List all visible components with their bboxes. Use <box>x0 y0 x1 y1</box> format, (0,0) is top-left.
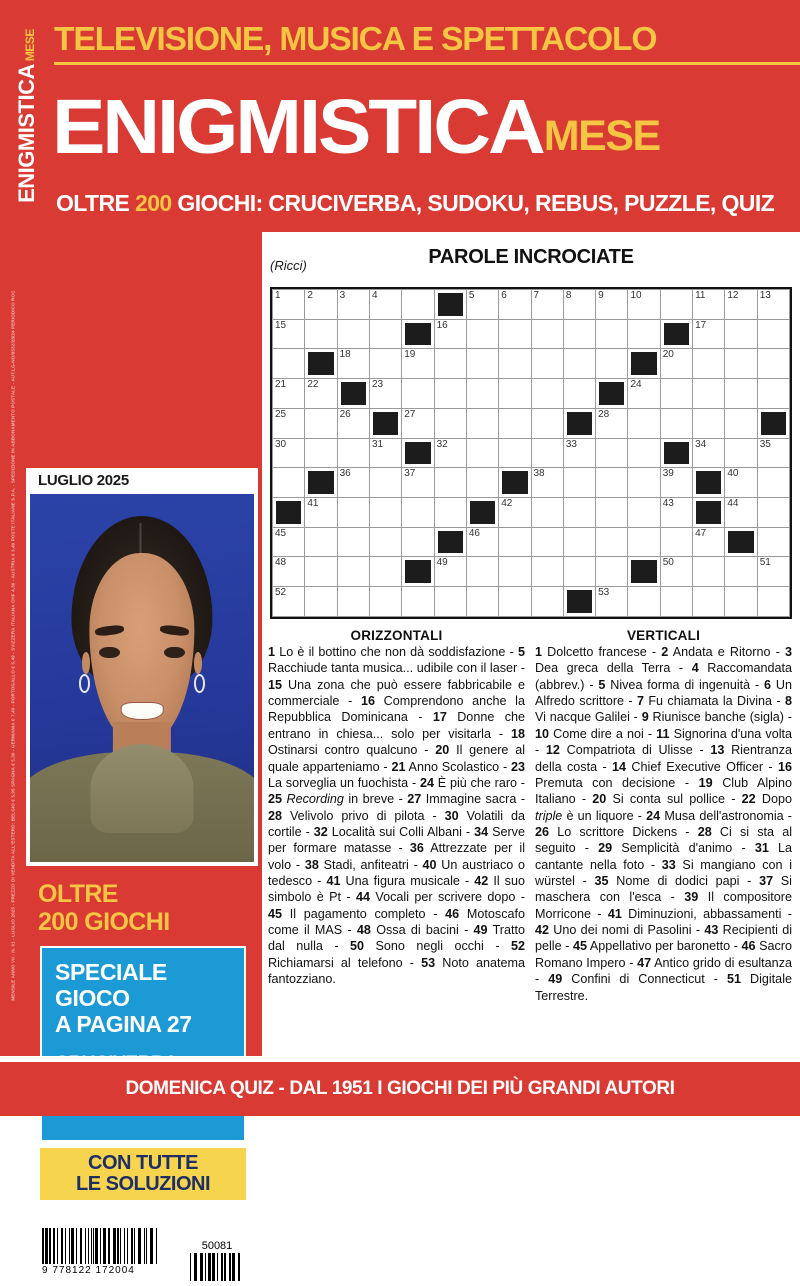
barcode-addon-number: 50081 <box>201 1240 233 1252</box>
crossword-cell[interactable] <box>660 379 692 409</box>
crossword-cell-number: 16 <box>436 319 448 331</box>
barcode-addon-bars <box>190 1253 244 1281</box>
crossword-cell[interactable] <box>369 319 401 349</box>
crossword-cell[interactable] <box>337 290 369 320</box>
special-line1: SPECIALE <box>55 959 167 985</box>
crossword-cell[interactable] <box>337 498 369 528</box>
crossword-cell-number: 15 <box>275 319 287 331</box>
crossword-cell[interactable] <box>628 379 660 409</box>
crossword-cell-number: 37 <box>404 468 416 480</box>
solutions-line2: LE SOLUZIONI <box>76 1173 210 1195</box>
crossword-cell[interactable] <box>660 408 692 438</box>
crossword-cell-number: 46 <box>468 527 480 539</box>
crossword-cell[interactable] <box>563 468 595 498</box>
crossword-block[interactable] <box>660 438 692 468</box>
photo-earring-right <box>194 674 205 692</box>
crossword-cell[interactable] <box>466 349 498 379</box>
crossword-cell[interactable] <box>499 379 531 409</box>
solutions-line1: CON TUTTE <box>88 1151 198 1174</box>
crossword-cell[interactable] <box>660 587 692 617</box>
crossword-cell[interactable] <box>273 557 305 587</box>
crossword-cell[interactable] <box>531 379 563 409</box>
crossword-cell[interactable] <box>693 557 725 587</box>
clues-section <box>262 628 800 1048</box>
title-main: ENIGMISTICA <box>52 84 543 170</box>
crossword-cell[interactable] <box>499 557 531 587</box>
crossword-cell[interactable] <box>305 498 337 528</box>
crossword-cell[interactable] <box>531 468 563 498</box>
crossword-row <box>273 290 790 320</box>
crossword-cell[interactable] <box>305 438 337 468</box>
down-heading: VERTICALI <box>626 628 701 643</box>
crossword-cell-number: 43 <box>662 498 674 510</box>
crossword-cell-number: 12 <box>727 290 739 301</box>
barcode-addon-group <box>190 1228 244 1284</box>
crossword-block[interactable] <box>563 408 595 438</box>
barcode-digits: 9 778122 172004 <box>42 1265 135 1276</box>
crossword-cell[interactable] <box>596 557 628 587</box>
crossword-cell-number: 8 <box>565 290 572 301</box>
crossword-cell[interactable] <box>337 349 369 379</box>
crossword-block[interactable] <box>660 319 692 349</box>
crossword-cell[interactable] <box>531 408 563 438</box>
crossword-cell-number: 19 <box>404 349 416 361</box>
crossword-cell[interactable] <box>369 557 401 587</box>
crossword-cell[interactable] <box>434 557 466 587</box>
crossword-block[interactable] <box>402 319 434 349</box>
crossword-cell[interactable] <box>337 319 369 349</box>
strap-prefix: OLTRE <box>56 190 136 216</box>
crossword-cell[interactable] <box>660 349 692 379</box>
crossword-cell-number: 50 <box>662 557 674 569</box>
crossword-cell[interactable] <box>531 557 563 587</box>
crossword-cell[interactable] <box>466 379 498 409</box>
crossword-cell[interactable] <box>531 438 563 468</box>
crossword-block[interactable] <box>305 468 337 498</box>
crossword-cell-number: 33 <box>565 438 577 450</box>
crossword-cell[interactable] <box>660 557 692 587</box>
crossword-cell[interactable] <box>434 349 466 379</box>
crossword-cell[interactable] <box>596 498 628 528</box>
crossword-cell[interactable] <box>434 587 466 617</box>
barcode-bars <box>42 1228 184 1264</box>
crossword-cell[interactable] <box>434 438 466 468</box>
crossword-cell[interactable] <box>563 349 595 379</box>
issue-date: LUGLIO 2025 <box>26 468 258 494</box>
crossword-block[interactable] <box>466 498 498 528</box>
strap-suffix: GIOCHI: CRUCIVERBA, SUDOKU, REBUS, PUZZLE, QUIZ <box>171 190 775 216</box>
crossword-cell[interactable] <box>757 527 789 557</box>
barcode-main <box>42 1228 184 1284</box>
crossword-cell[interactable] <box>531 349 563 379</box>
crossword-cell[interactable] <box>563 527 595 557</box>
games-count-line1: OLTRE <box>38 880 118 908</box>
crossword-cell[interactable] <box>434 408 466 438</box>
crossword-cell[interactable] <box>434 468 466 498</box>
crossword-cell[interactable] <box>466 438 498 468</box>
left-panel <box>0 232 262 1276</box>
crossword-cell[interactable] <box>466 319 498 349</box>
across-clues-column <box>268 628 525 1048</box>
crossword-cell[interactable] <box>402 498 434 528</box>
cover-title <box>52 84 792 170</box>
crossword-cell[interactable] <box>499 527 531 557</box>
crossword-cell[interactable] <box>693 408 725 438</box>
crossword-cell[interactable] <box>402 290 434 320</box>
crossword-block[interactable] <box>596 379 628 409</box>
crossword-cell[interactable] <box>757 379 789 409</box>
crossword-row <box>273 527 790 557</box>
crossword-cell[interactable] <box>337 527 369 557</box>
crossword-cell[interactable] <box>305 557 337 587</box>
puzzle-author: (Ricci) <box>270 258 307 273</box>
crossword-cell[interactable] <box>369 290 401 320</box>
cover-strapline <box>56 190 796 217</box>
crossword-cell[interactable] <box>596 290 628 320</box>
crossword-cell-number: 9 <box>598 290 604 301</box>
crossword-cell[interactable] <box>273 408 305 438</box>
crossword-cell[interactable] <box>725 319 757 349</box>
crossword-cell[interactable] <box>693 319 725 349</box>
crossword-cell-number: 36 <box>339 468 351 480</box>
crossword-cell[interactable] <box>499 587 531 617</box>
price-label: 1,90 € - P.I. 20/06/2025 <box>92 1208 192 1219</box>
crossword-block[interactable] <box>499 468 531 498</box>
crossword-cell[interactable] <box>337 438 369 468</box>
crossword-row <box>273 557 790 587</box>
crossword-cell-number: 20 <box>662 349 674 361</box>
crossword-cell[interactable] <box>757 349 789 379</box>
crossword-cell[interactable] <box>369 468 401 498</box>
crossword-cell[interactable] <box>757 557 789 587</box>
crossword-cell-number: 2 <box>307 290 313 301</box>
crossword-cell[interactable] <box>563 290 595 320</box>
spine-logo <box>6 0 48 232</box>
crossword-cell[interactable] <box>757 498 789 528</box>
crossword-cell[interactable] <box>402 349 434 379</box>
crossword-grid[interactable] <box>270 287 792 619</box>
crossword-cell[interactable] <box>757 438 789 468</box>
footer-banner <box>0 1062 800 1116</box>
crossword-cell[interactable] <box>596 349 628 379</box>
crossword-cell[interactable] <box>563 379 595 409</box>
crossword-block[interactable] <box>693 498 725 528</box>
crossword-cell[interactable] <box>628 290 660 320</box>
photo-ear-right <box>194 652 203 674</box>
crossword-cell[interactable] <box>499 438 531 468</box>
crossword-block[interactable] <box>693 468 725 498</box>
photo-eye-right <box>164 647 184 659</box>
crossword-cell[interactable] <box>628 527 660 557</box>
crossword-cell[interactable] <box>596 319 628 349</box>
crossword-cell-number: 23 <box>371 379 384 391</box>
crossword-cell[interactable] <box>273 468 305 498</box>
crossword-cell-number: 5 <box>468 290 475 301</box>
crossword-cell[interactable] <box>628 468 660 498</box>
legal-fine-print <box>3 240 23 1050</box>
crossword-row <box>273 587 790 617</box>
crossword-block[interactable] <box>725 527 757 557</box>
crossword-table[interactable] <box>272 289 790 617</box>
crossword-cell-number: 13 <box>759 290 771 301</box>
crossword-cell[interactable] <box>725 349 757 379</box>
crossword-cell-number: 25 <box>275 408 287 420</box>
crossword-cell-number: 22 <box>307 379 319 391</box>
crossword-cell-number: 24 <box>630 379 642 391</box>
special-line3: A PAGINA 27 <box>55 1010 192 1037</box>
crossword-cell[interactable] <box>466 527 498 557</box>
crossword-cell[interactable] <box>660 468 692 498</box>
crossword-cell[interactable] <box>725 557 757 587</box>
crossword-cell[interactable] <box>596 527 628 557</box>
crossword-row <box>273 408 790 438</box>
crossword-cell[interactable] <box>499 498 531 528</box>
crossword-cell[interactable] <box>466 557 498 587</box>
crossword-cell-number: 4 <box>371 290 378 301</box>
across-heading: ORIZZONTALI <box>350 628 443 643</box>
games-count-blurb <box>26 880 258 936</box>
crossword-cell-number: 35 <box>759 438 771 450</box>
crossword-cell[interactable] <box>273 438 305 468</box>
crossword-cell[interactable] <box>757 587 789 617</box>
crossword-cell[interactable] <box>725 379 757 409</box>
crossword-cell-number: 18 <box>339 349 351 361</box>
crossword-cell[interactable] <box>402 527 434 557</box>
crossword-cell[interactable] <box>337 557 369 587</box>
crossword-cell[interactable] <box>725 498 757 528</box>
crossword-cell[interactable] <box>531 498 563 528</box>
crossword-cell-number: 48 <box>275 557 287 569</box>
crossword-cell[interactable] <box>531 290 563 320</box>
spine-brand: ENIGMISTICA <box>14 64 39 203</box>
crossword-cell[interactable] <box>693 587 725 617</box>
crossword-cell[interactable] <box>369 379 401 409</box>
photo-eye-left <box>99 647 119 659</box>
crossword-cell-number: 41 <box>307 498 319 510</box>
crossword-cell[interactable] <box>725 468 757 498</box>
crossword-cell-number: 32 <box>436 438 448 450</box>
crossword-cell-number: 53 <box>598 587 610 599</box>
games-count-line2: 200 GIOCHI <box>38 908 170 936</box>
crossword-cell[interactable] <box>402 408 434 438</box>
crossword-cell[interactable] <box>466 587 498 617</box>
crossword-cell-number: 30 <box>275 438 287 450</box>
crossword-cell[interactable] <box>596 587 628 617</box>
solutions-badge <box>40 1148 246 1200</box>
crossword-cell[interactable] <box>725 438 757 468</box>
crossword-cell[interactable] <box>757 319 789 349</box>
crossword-cell-number: 40 <box>727 468 739 480</box>
crossword-cell[interactable] <box>693 349 725 379</box>
crossword-cell[interactable] <box>305 408 337 438</box>
crossword-row <box>273 379 790 409</box>
crossword-block[interactable] <box>402 557 434 587</box>
crossword-cell[interactable] <box>337 408 369 438</box>
crossword-cell[interactable] <box>531 527 563 557</box>
crossword-cell[interactable] <box>273 527 305 557</box>
crossword-cell[interactable] <box>402 468 434 498</box>
barcode <box>36 1224 250 1286</box>
crossword-cell[interactable] <box>434 498 466 528</box>
crossword-block[interactable] <box>305 349 337 379</box>
crossword-cell[interactable] <box>660 527 692 557</box>
crossword-cell[interactable] <box>499 408 531 438</box>
crossword-cell-number: 49 <box>436 557 448 569</box>
crossword-row <box>273 319 790 349</box>
crossword-cell[interactable] <box>369 438 401 468</box>
crossword-cell-number: 31 <box>371 438 384 450</box>
crossword-cell[interactable] <box>757 468 789 498</box>
crossword-cell-number: 1 <box>275 290 281 301</box>
crossword-cell[interactable] <box>596 438 628 468</box>
crossword-block[interactable] <box>402 438 434 468</box>
crossword-block[interactable] <box>434 290 466 320</box>
crossword-cell-number: 27 <box>404 408 416 420</box>
crossword-cell[interactable] <box>693 290 725 320</box>
legal-fine-print-text: MENSILE ANNO VII - N. 61 - LUGLIO 2025 - PREZZO DI VENDITA ALL'ESTERO: BELGIO € 5,95 SPAGNA € 5,30 - GERMANIA € 7,40 - PORTOGALLO € 5,49 - SVIZZERA ITALIANA CHF 4,30 - AUSTRIA € 3,40 POSTE ITALIANE S.P.A. - SPEDIZIONE IN ABBONAMENTO POSTALE - AUT.LG-NO/0532/28/24 PERIODICO ROC <box>10 289 16 1001</box>
crossword-cell[interactable] <box>725 587 757 617</box>
crossword-cell[interactable] <box>563 498 595 528</box>
crossword-cell[interactable] <box>693 379 725 409</box>
crossword-cell-number: 44 <box>727 498 739 510</box>
crossword-row <box>273 438 790 468</box>
across-clues-text: 1 Lo è il bottino che non dà soddisfazione - 5 Racchiude tanta musica... udibile con il laser - 15 Una zona che può essere fabbricabile e commerciale - 16 Comprendono anche la Repubblica Dominicana - 17 Donne che entrano in chiesa... solo per visitarla - 18 Ostinarsi contro qualcuno - 20 Il genere al quale apparteniamo - 21 Anno Scolastico - 23 La sorveglia un fuochista - 24 È più che raro - 25 Recording in breve - 27 Immagine sacra - 28 Velivolo privo di pilota - 30 Volatili da cortile - 32 Località sui Colli Albani - 34 Serve per formare matasse - 36 Attrezzate per il volo - 38 Stadi, anfiteatri - 40 Un austriaco o tedesco - 41 Una figura musicale - 42 Il suo simbolo è Pt - 44 Vocali per scrivere dopo - 45 Il pagamento completo - 46 Motoscafo come il MAS - 48 Ossa di bacini - 49 Tratto dal nulla - 50 Sono negli occhi - 52 Richiamarsi al telefono - 53 Noto anatema fantozziano. <box>268 645 526 987</box>
crossword-cell[interactable] <box>305 587 337 617</box>
crossword-cell[interactable] <box>402 379 434 409</box>
crossword-block[interactable] <box>563 587 595 617</box>
cover-photo-frame <box>26 494 258 866</box>
crossword-cell[interactable] <box>499 349 531 379</box>
crossword-cell[interactable] <box>596 408 628 438</box>
cover-kicker: TELEVISIONE, MUSICA E SPETTACOLO <box>54 22 800 65</box>
crossword-cell[interactable] <box>337 587 369 617</box>
crossword-cell-number: 39 <box>662 468 674 480</box>
crossword-cell[interactable] <box>337 468 369 498</box>
puzzle-title: PAROLE INCROCIATE <box>428 246 634 268</box>
crossword-cell-number: 42 <box>501 498 513 510</box>
crossword-block[interactable] <box>337 379 369 409</box>
spine-brand-sub: MESE <box>23 29 37 62</box>
crossword-cell[interactable] <box>434 379 466 409</box>
crossword-cell[interactable] <box>628 498 660 528</box>
crossword-cell[interactable] <box>499 319 531 349</box>
crossword-cell-number: 3 <box>339 290 346 301</box>
crossword-cell[interactable] <box>693 527 725 557</box>
crossword-cell-number: 10 <box>630 290 642 301</box>
crossword-cell[interactable] <box>369 527 401 557</box>
crossword-cell[interactable] <box>693 438 725 468</box>
crossword-cell[interactable] <box>466 468 498 498</box>
crossword-row <box>273 498 790 528</box>
crossword-block[interactable] <box>273 498 305 528</box>
crossword-row <box>273 349 790 379</box>
crossword-cell[interactable] <box>499 290 531 320</box>
crossword-cell-number: 38 <box>533 468 545 480</box>
crossword-cell[interactable] <box>563 319 595 349</box>
crossword-cell[interactable] <box>660 290 692 320</box>
crossword-cell[interactable] <box>305 527 337 557</box>
title-sub: MESE <box>543 111 660 160</box>
crossword-cell[interactable] <box>725 290 757 320</box>
special-game-headline <box>55 960 244 1037</box>
crossword-cell[interactable] <box>273 290 305 320</box>
special-line2: GIOCO <box>55 984 130 1011</box>
crossword-cell[interactable] <box>531 319 563 349</box>
crossword-cell[interactable] <box>273 379 305 409</box>
crossword-cell[interactable] <box>273 319 305 349</box>
crossword-cell[interactable] <box>628 438 660 468</box>
crossword-cell-number: 52 <box>275 587 287 599</box>
footer-banner-text: DOMENICA QUIZ - DAL 1951 I GIOCHI DEI PIÙ GRANDI AUTORI <box>125 1078 675 1099</box>
crossword-cell-number: 17 <box>695 319 707 331</box>
crossword-cell-number: 7 <box>533 290 540 301</box>
crossword-cell[interactable] <box>305 290 337 320</box>
crossword-cell[interactable] <box>757 290 789 320</box>
photo-scarf <box>90 744 193 832</box>
crossword-cell-number: 6 <box>501 290 507 301</box>
crossword-cell-number: 45 <box>275 527 287 539</box>
crossword-block[interactable] <box>628 557 660 587</box>
crossword-block[interactable] <box>757 408 789 438</box>
crossword-cell[interactable] <box>628 587 660 617</box>
crossword-cell[interactable] <box>369 587 401 617</box>
crossword-cell-number: 28 <box>598 408 610 420</box>
crossword-block[interactable] <box>434 527 466 557</box>
crossword-cell[interactable] <box>369 349 401 379</box>
crossword-cell[interactable] <box>466 408 498 438</box>
crossword-cell[interactable] <box>628 408 660 438</box>
crossword-cell-number: 34 <box>695 438 707 450</box>
down-clues-text: 1 Dolcetto francese - 2 Andata e Ritorno - 3 Dea greca della Terra - 4 Raccomandata (abbrev.) - 5 Nivea forma di ingenuità - 6 Un Alfredo scrittore - 7 Fu chiamata la Divina - 8 Vi nacque Galilei - 9 Riunisce banche (sigla) - 10 Come dire a noi - 11 Signorina d'una volta - 12 Compatriota di Ulisse - 13 Rientranza della costa - 14 Chief Executive Officer - 16 Premuta con decisione - 19 Club Alpino Italiano - 20 Si conta sul pollice - 22 Dopo triple è un liquore - 24 Musa dell'astronomia - 26 Lo scrittore Dickens - 28 Ci si sta al seguito - 29 Semplicità d'animo - 31 La cantante nella foto - 33 Si mangiano con i würstel - 35 Nome di dodici papi - 37 Si maschera con l'esca - 39 Il compositore Morricone - 41 Diminuzioni, abbassamenti - 42 Uno dei nomi di Pasolini - 43 Recipienti di pelle - 45 Appellativo per baronetto - 46 Sacro Romano Impero - 47 Antico grido di esultanza - 49 Confini di Connecticut - 51 Digitale Terrestre. <box>535 645 793 1003</box>
crossword-cell[interactable] <box>531 587 563 617</box>
photo-mouth <box>121 702 164 720</box>
crossword-cell[interactable] <box>466 290 498 320</box>
cover-photo <box>30 494 254 862</box>
crossword-cell-number: 47 <box>695 527 707 539</box>
crossword-cell-number: 11 <box>695 290 706 301</box>
crossword-cell[interactable] <box>596 468 628 498</box>
crossword-cell-number: 26 <box>339 408 351 420</box>
crossword-cell[interactable] <box>402 587 434 617</box>
strap-count: 200 <box>135 190 172 216</box>
masthead <box>0 0 800 232</box>
crossword-cell[interactable] <box>563 557 595 587</box>
crossword-cell[interactable] <box>273 587 305 617</box>
crossword-block[interactable] <box>628 349 660 379</box>
crossword-cell[interactable] <box>305 319 337 349</box>
down-clues-column <box>535 628 792 1048</box>
crossword-row <box>273 468 790 498</box>
crossword-cell[interactable] <box>628 319 660 349</box>
crossword-cell[interactable] <box>305 379 337 409</box>
crossword-cell[interactable] <box>660 498 692 528</box>
crossword-cell-number: 21 <box>275 379 287 391</box>
crossword-cell-number: 51 <box>759 557 771 569</box>
crossword-block[interactable] <box>369 408 401 438</box>
crossword-cell[interactable] <box>273 349 305 379</box>
crossword-cell[interactable] <box>563 438 595 468</box>
crossword-cell[interactable] <box>434 319 466 349</box>
crossword-cell[interactable] <box>725 408 757 438</box>
crossword-cell[interactable] <box>369 498 401 528</box>
photo-earring-left <box>79 674 90 692</box>
